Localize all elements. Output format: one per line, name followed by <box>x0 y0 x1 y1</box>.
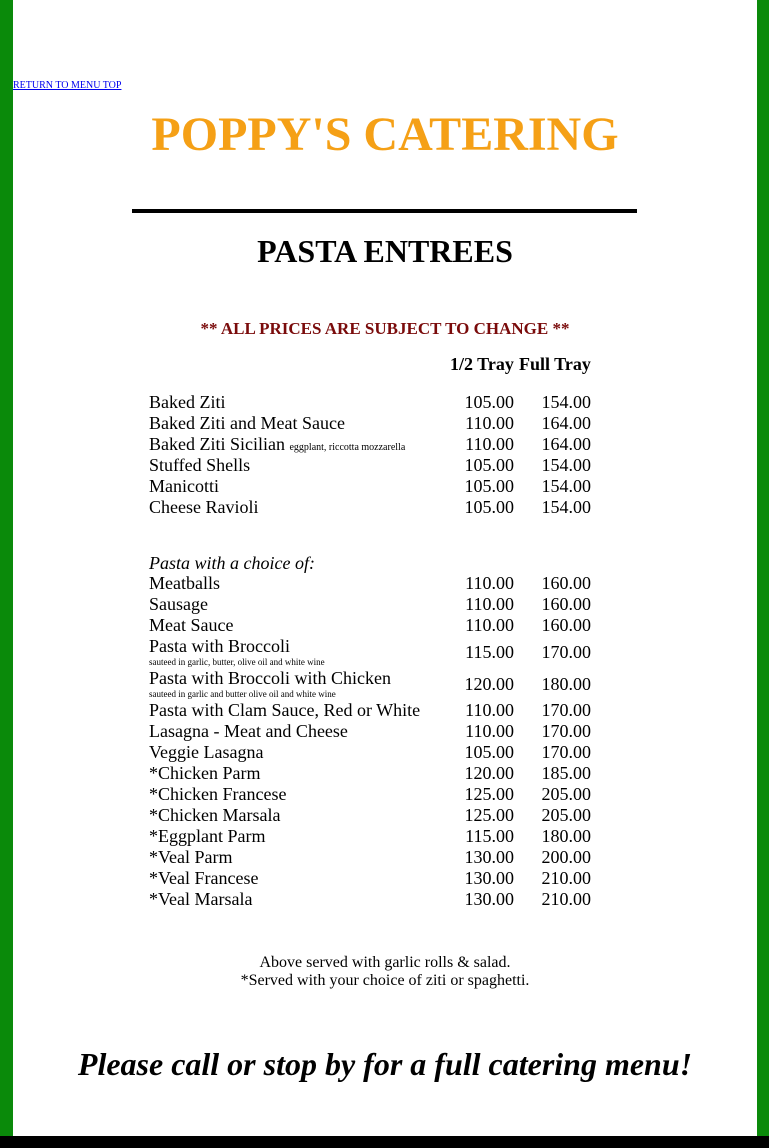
return-to-menu-top-link[interactable]: RETURN TO MENU TOP <box>13 80 122 91</box>
half-tray-price: 110.00 <box>465 594 514 614</box>
price-notice: ** ALL PRICES ARE SUBJECT TO CHANGE ** <box>200 319 570 338</box>
dish-name <box>149 573 220 594</box>
dish-name <box>149 392 225 413</box>
bottom-bar <box>0 1136 769 1148</box>
half-tray-price: 105.00 <box>464 455 514 475</box>
dish-name-text: Meatballs <box>149 573 220 593</box>
full-tray-price: 160.00 <box>541 594 591 614</box>
dish-name <box>149 455 250 476</box>
half-tray-price: 130.00 <box>464 868 514 888</box>
full-tray-price: 170.00 <box>541 642 591 662</box>
full-tray-price: 164.00 <box>541 434 591 454</box>
full-tray-price: 170.00 <box>541 700 591 720</box>
dish-name <box>149 826 265 847</box>
footnote-garlic-rolls: Above served with garlic rolls & salad. <box>259 954 511 971</box>
half-tray-price: 110.00 <box>465 413 514 433</box>
half-tray-price: 130.00 <box>464 889 514 909</box>
half-tray-price: 120.00 <box>464 763 514 783</box>
dish-name-text: Baked Ziti Sicilian <box>149 434 285 454</box>
dish-name-text: Baked Ziti <box>149 392 226 412</box>
dish-name <box>149 668 391 689</box>
call-to-action: Please call or stop by for a full catering menu! <box>77 1046 693 1082</box>
page-title: POPPY'S CATERING <box>151 108 619 161</box>
full-tray-price: 200.00 <box>541 847 591 867</box>
dish-name-text: Lasagna - Meat and Cheese <box>149 721 348 741</box>
choice-subheading: Pasta with a choice of: <box>149 553 315 573</box>
dish-name-text: *Chicken Francese <box>149 784 287 804</box>
half-tray-header: 1/2 Tray <box>450 354 514 374</box>
dish-name-text: *Chicken Marsala <box>149 805 281 825</box>
full-tray-price: 205.00 <box>541 784 591 804</box>
half-tray-price: 125.00 <box>464 784 514 804</box>
dish-name <box>149 784 286 805</box>
half-tray-price: 110.00 <box>465 721 514 741</box>
dish-name <box>149 497 258 518</box>
dish-name <box>149 636 290 657</box>
full-tray-price: 210.00 <box>541 868 591 888</box>
dish-name <box>149 476 219 497</box>
half-tray-price: 105.00 <box>464 497 514 517</box>
dish-name-text: Pasta with Broccoli <box>149 636 290 656</box>
dish-name-text: Baked Ziti and Meat Sauce <box>149 413 345 433</box>
right-border <box>757 0 769 1148</box>
dish-name-text: *Veal Marsala <box>149 889 253 909</box>
section-title: PASTA ENTREES <box>257 233 513 269</box>
full-tray-price: 154.00 <box>541 455 591 475</box>
half-tray-price: 130.00 <box>464 847 514 867</box>
half-tray-price: 115.00 <box>465 642 514 662</box>
dish-description: sauteed in garlic and butter olive oil and white wine <box>149 689 336 699</box>
dish-name-text: Cheese Ravioli <box>149 497 259 517</box>
dish-name <box>149 721 348 742</box>
full-tray-price: 185.00 <box>541 763 591 783</box>
full-tray-price: 210.00 <box>541 889 591 909</box>
dish-note: eggplant, riccotta mozzarella <box>289 442 406 453</box>
dish-name-text: *Veal Francese <box>149 868 259 888</box>
dish-name <box>149 742 263 763</box>
dish-name <box>149 413 345 434</box>
title-divider <box>132 209 637 213</box>
full-tray-price: 170.00 <box>541 721 591 741</box>
dish-name <box>149 847 232 868</box>
dish-name <box>149 889 252 910</box>
half-tray-price: 125.00 <box>464 805 514 825</box>
full-tray-price: 170.00 <box>541 742 591 762</box>
full-tray-price: 154.00 <box>541 497 591 517</box>
footnote-pasta-choice: *Served with your choice of ziti or spaghetti. <box>240 972 530 989</box>
half-tray-price: 110.00 <box>465 700 514 720</box>
dish-name <box>149 805 280 826</box>
dish-name-text: Pasta with Broccoli with Chicken <box>149 668 391 688</box>
dish-name <box>149 763 260 784</box>
full-tray-price: 160.00 <box>541 615 591 635</box>
full-tray-price: 160.00 <box>541 573 591 593</box>
half-tray-price: 110.00 <box>465 434 514 454</box>
half-tray-price: 105.00 <box>464 742 514 762</box>
half-tray-price: 105.00 <box>464 476 514 496</box>
dish-name-text: Sausage <box>149 594 208 614</box>
dish-name-text: Manicotti <box>149 476 219 496</box>
half-tray-price: 105.00 <box>464 392 514 412</box>
full-tray-price: 180.00 <box>541 826 591 846</box>
dish-name <box>149 615 233 636</box>
half-tray-price: 110.00 <box>465 615 514 635</box>
dish-name-text: Meat Sauce <box>149 615 234 635</box>
full-tray-price: 154.00 <box>541 476 591 496</box>
half-tray-price: 120.00 <box>464 674 514 694</box>
full-tray-price: 180.00 <box>541 674 591 694</box>
dish-name <box>149 594 208 615</box>
dish-description: sauteed in garlic, butter, olive oil and white wine <box>149 657 325 667</box>
full-tray-price: 154.00 <box>541 392 591 412</box>
full-tray-price: 164.00 <box>541 413 591 433</box>
half-tray-price: 110.00 <box>465 573 514 593</box>
dish-name-text: Stuffed Shells <box>149 455 251 475</box>
dish-name-text: *Veal Parm <box>149 847 233 867</box>
dish-name <box>149 700 420 721</box>
dish-name-text: *Eggplant Parm <box>149 826 266 846</box>
full-tray-price: 205.00 <box>541 805 591 825</box>
dish-name-text: Pasta with Clam Sauce, Red or White <box>149 700 421 720</box>
half-tray-price: 115.00 <box>465 826 514 846</box>
dish-name-text: *Chicken Parm <box>149 763 261 783</box>
dish-name <box>149 868 258 889</box>
left-border <box>0 0 13 1148</box>
full-tray-header: Full Tray <box>519 354 591 374</box>
dish-name-text: Veggie Lasagna <box>149 742 264 762</box>
